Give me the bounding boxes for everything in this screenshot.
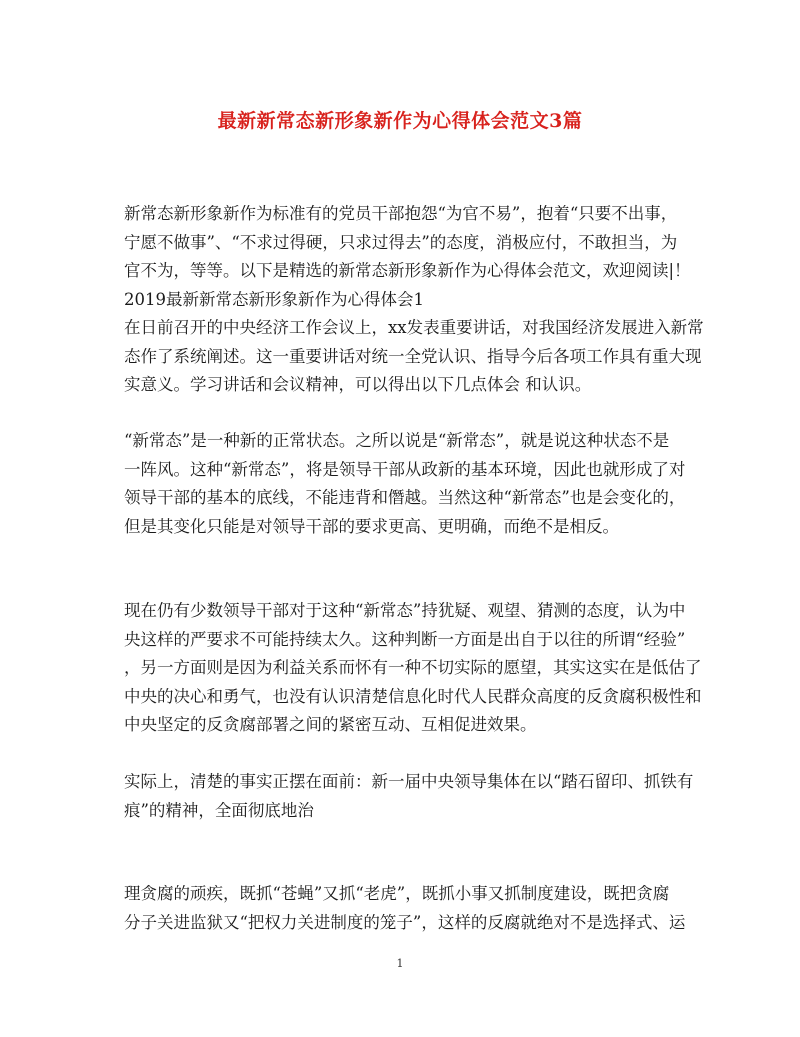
text-line: 痕”的精神，全面彻底地治 — [124, 800, 314, 820]
paragraph-intro — [124, 200, 704, 400]
text-line: 领导干部的基本的底线，不能违背和僭越。当然这种“新常态”也是会变化的， — [124, 488, 686, 507]
text-line: 官不为，等等。以下是精选的新常态新形象新作为心得体会范文，欢迎阅读|！ — [124, 261, 691, 280]
text-line: “新常态”是一种新的正常状态。之所以说是“新常态”，就是说这种状态不是 — [124, 431, 670, 450]
text-line: 实际上，清楚的事实正摆在面前：新一届中央领导集体在以“踏石留印、抓铁有 — [124, 772, 694, 791]
text-line: 实意义。学习讲话和会议精神，可以得出以下几点体会 和认识。 — [124, 375, 592, 394]
paragraph-new-normal — [124, 427, 686, 541]
text-line: 现在仍有少数领导干部对于这种“新常态”持犹疑、观望、猜测的态度，认为中 — [124, 601, 686, 620]
document-title: 最新新常态新形象新作为心得体会范文3篇 — [217, 110, 583, 132]
paragraph-facts — [124, 768, 694, 825]
text-line: 在日前召开的中央经济工作会议上，xx发表重要讲话，对我国经济发展进入新常 — [124, 318, 704, 337]
paragraph-anti-corruption — [124, 880, 686, 937]
text-line: 央这样的严要求不可能持续太久。这种判断一方面是出自于以往的所谓“经验” — [124, 629, 686, 649]
section-heading: 2019最新新常态新形象新作为心得体会1 — [124, 289, 424, 309]
paragraph-hesitation — [124, 597, 702, 740]
text-line: 新常态新形象新作为标准有的党员干部抱怨“为官不易”，抱着“只要不出事， — [124, 204, 678, 223]
text-line: 但是其变化只能是对领导干部的要求更高、更明确，而绝不是相反。 — [124, 516, 619, 536]
text-line: 中央的决心和勇气，也没有认识清楚信息化时代人民群众高度的反贪腐积极性和 — [124, 686, 702, 706]
text-line: 一阵风。这种“新常态”，将是领导干部从政新的基本环境，因此也就形成了对 — [124, 459, 686, 479]
text-line: 中央坚定的反贪腐部署之间的紧密互动、互相促进效果。 — [124, 715, 537, 734]
text-line: 宁愿不做事”、“不求过得硬，只求过得去”的态度，消极应付，不敢担当，为 — [124, 232, 678, 252]
text-line: 理贪腐的顽疾，既抓“苍蝇”又抓“老虎”，既抓小事又抓制度建设，既把贪腐 — [124, 884, 670, 903]
page-number: 1 — [396, 957, 404, 970]
text-line: ，另一方面则是因为利益关系而怀有一种不切实际的愿望，其实这实在是低估了 — [124, 658, 702, 677]
text-line: 态作了系统阐述。这一重要讲话对统一全党认识、指导今后各项工作具有重大现 — [124, 346, 702, 366]
text-line: 分子关进监狱又“把权力关进制度的笼子”，这样的反腐就绝对不是选择式、运 — [124, 912, 686, 932]
